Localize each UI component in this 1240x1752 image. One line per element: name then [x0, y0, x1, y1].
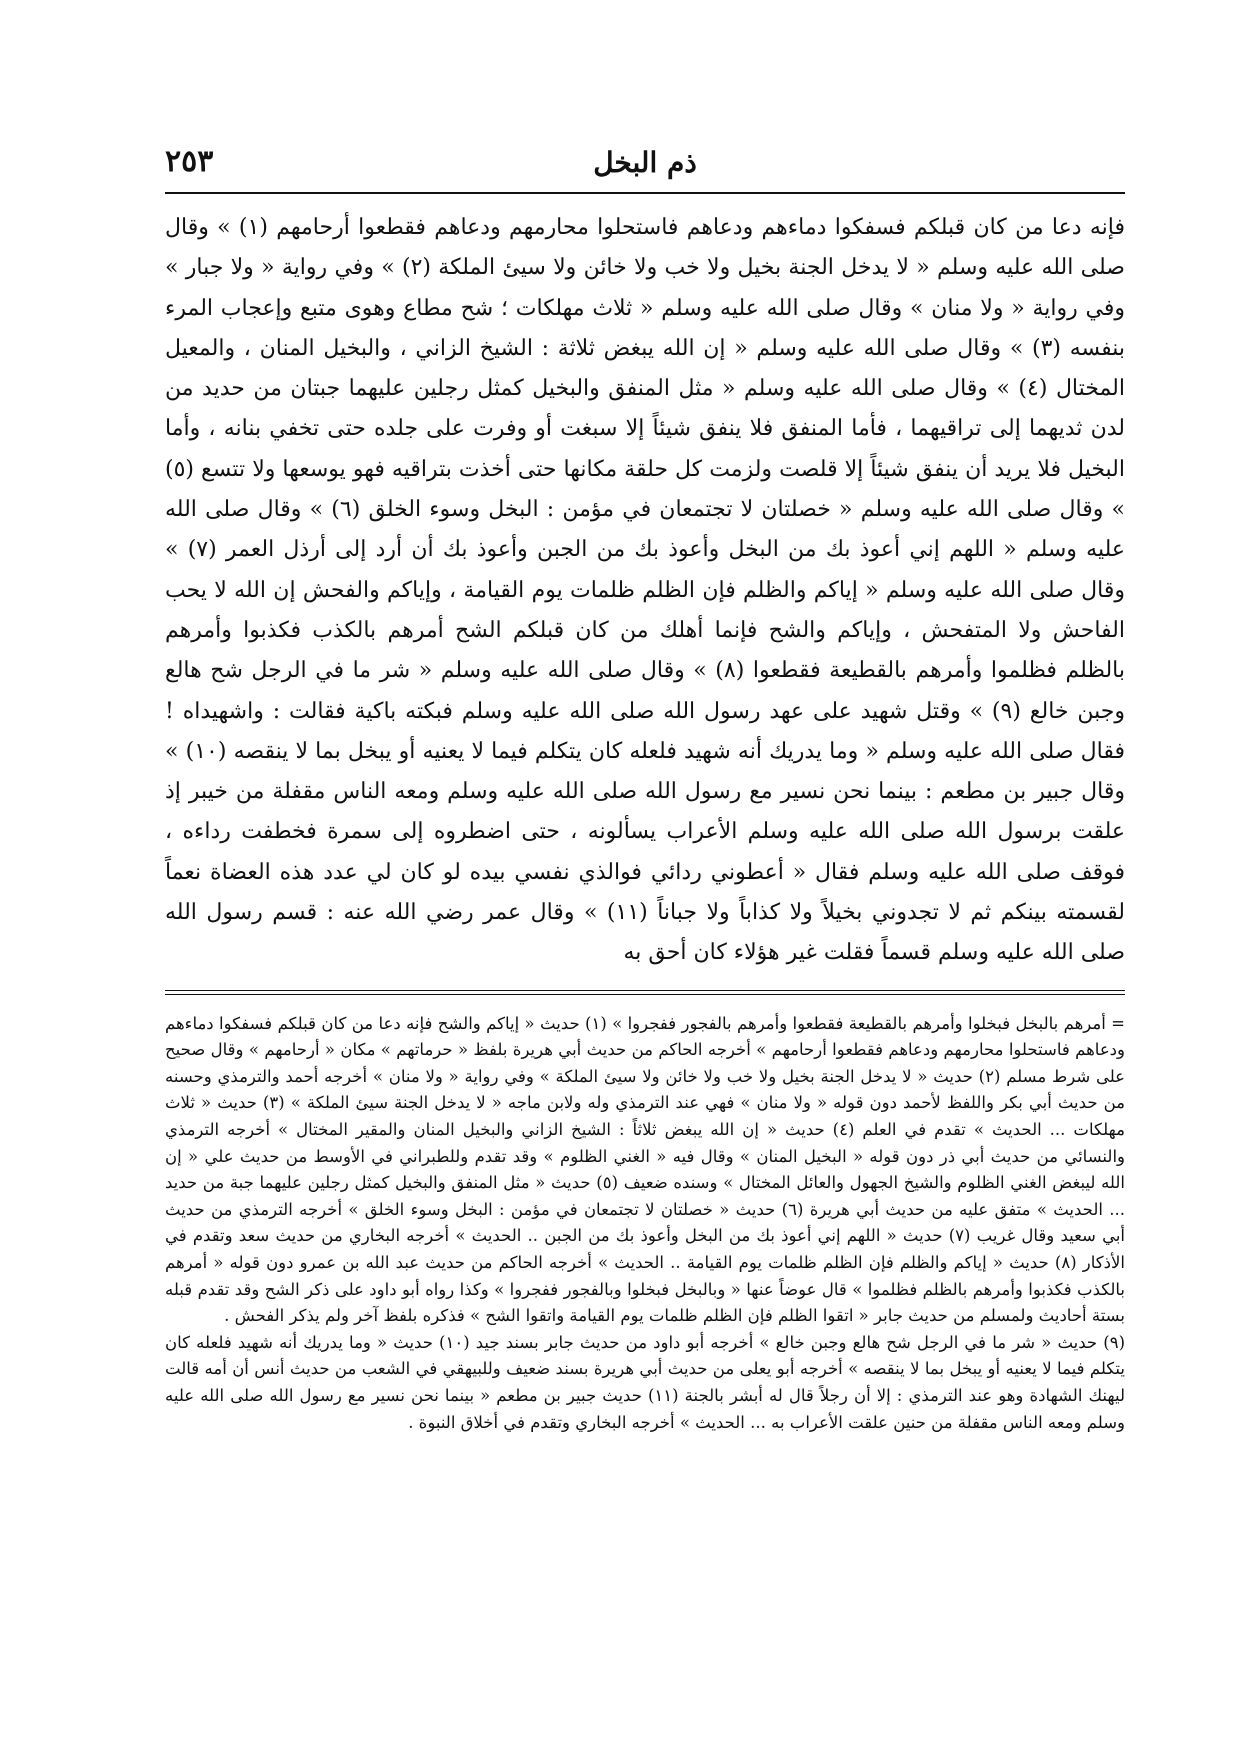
footnotes	[165, 1011, 1125, 1437]
page-header	[165, 140, 1125, 194]
footnote-separator	[165, 990, 1125, 995]
running-title: ذم البخل	[593, 146, 697, 179]
footnote-block: = أمرهم بالبخل فبخلوا وأمرهم بالقطيعة فقطعوا وأمرهم بالفجور ففجروا » (١) حديث « إياكم والشح فإنه دعا من كان قبلكم فسفكوا دماءهم ودعاهم فاستحلوا محارمهم ودعاهم فقطعوا أرحامهم » أخرجه الحاكم من حديث أبي هريرة بلفظ « حرماتهم » مكان « أرحامهم » وقال صحيح على شرط مسلم (٢) حديث « لا يدخل الجنة بخيل ولا خب ولا خائن ولا سيئ الملكة » وفي رواية « ولا منان » أخرجه أحمد والترمذي وحسنه من حديث أبي بكر واللفظ لأحمد دون قوله « ولا منان » فهي عند الترمذي وله ولابن ماجه « لا يدخل الجنة سيئ الملكة » (٣) حديث « ثلاث مهلكات ... الحديث » تقدم في العلم (٤) حديث « إن الله يبغض ثلاثاً : الشيخ الزاني والبخيل المنان والمقير المختال » أخرجه الترمذي والنسائي من حديث أبي ذر دون قوله « البخيل المنان » وقال فيه « الغني الظلوم » وقد تقدم وللطبراني في الأوسط من حديث علي « إن الله ليبغض الغني الظلوم والشيخ الجهول والعائل المختال » وسنده ضعيف (٥) حديث « مثل المنفق والبخيل كمثل رجلين عليهما جبة من حديد ... الحديث » متفق عليه من حديث أبي هريرة (٦) حديث « خصلتان لا تجتمعان في مؤمن : البخل وسوء الخلق » أخرجه الترمذي من حديث أبي سعيد وقال غريب (٧) حديث « اللهم إني أعوذ بك من البخل وأعوذ بك من الجبن .. الحديث » أخرجه البخاري من حديث سعد وتقدم في الأذكار (٨) حديث « إياكم والظلم فإن الظلم ظلمات يوم القيامة .. الحديث » أخرجه الحاكم من حديث عبد الله بن عمرو دون قوله « أمرهم بالكذب فكذبوا وأمرهم بالظلم فظلموا » قال عوضاً عنها « وبالبخل فبخلوا وبالفجور ففجروا » وكذا رواه أبو داود على ذكر الشح وقد تقدم قبله بستة أحاديث ولمسلم من حديث جابر « اتقوا الظلم فإن الظلم ظلمات يوم القيامة واتقوا الشح » فذكره بلفظ آخر ولم يذكر الفحش .	[165, 1013, 1126, 1326]
footnote-block: (٩) حديث « شر ما في الرجل شح هالع وجبن خالع » أخرجه أبو داود من حديث جابر بسند جيد (١٠) حديث « وما يدريك أنه شهيد فلعله كان يتكلم فيما لا يعنيه أو يبخل بما لا ينقصه » أخرجه أبو يعلى من حديث أبي هريرة بسند ضعيف وللبيهقي في الشعب من حديث أنس أن أمه قالت ليهنك الشهادة وهو عند الترمذي : إلا أن رجلاً قال له أبشر بالجنة (١١) حديث جبير بن مطعم « بينما نحن نسير مع رسول الله صلى الله عليه وسلم ومعه الناس مقفلة من حنين علقت الأعراب به ... الحديث » أخرجه البخاري وتقدم في أخلاق النبوة .	[165, 1332, 1125, 1432]
main-paragraph: فإنه دعا من كان قبلكم فسفكوا دماءهم ودعاهم فاستحلوا محارمهم ودعاهم فقطعوا أرحامهم (١) » وقال صلى الله عليه وسلم « لا يدخل الجنة بخيل ولا خب ولا خائن ولا سيئ الملكة (٢) » وفي رواية « ولا جبار » وفي رواية « ولا منان » وقال صلى الله عليه وسلم « ثلاث مهلكات ؛ شح مطاع وهوى متبع وإعجاب المرء بنفسه (٣) » وقال صلى الله عليه وسلم « إن الله يبغض ثلاثة : الشيخ الزاني ، والبخيل المنان ، والمعيل المختال (٤) » وقال صلى الله عليه وسلم « مثل المنفق والبخيل كمثل رجلين عليهما جبتان من حديد من لدن ثديهما إلى تراقيهما ، فأما المنفق فلا ينفق شيئاً إلا سبغت أو وفرت على جلده حتى تخفي بنانه ، وأما البخيل فلا يريد أن ينفق شيئاً إلا قلصت ولزمت كل حلقة مكانها حتى أخذت بتراقيه فهو يوسعها ولا تتسع (٥) » وقال صلى الله عليه وسلم « خصلتان لا تجتمعان في مؤمن : البخل وسوء الخلق (٦) » وقال صلى الله عليه وسلم « اللهم إني أعوذ بك من البخل وأعوذ بك من الجبن وأعوذ بك أن أرد إلى أرذل العمر (٧) » وقال صلى الله عليه وسلم « إياكم والظلم فإن الظلم ظلمات يوم القيامة ، وإياكم والفحش إن الله لا يحب الفاحش ولا المتفحش ، وإياكم والشح فإنما أهلك من كان قبلكم الشح أمرهم بالكذب فكذبوا وأمرهم بالظلم فظلموا وأمرهم بالقطيعة فقطعوا (٨) » وقال صلى الله عليه وسلم « شر ما في الرجل شح هالع وجبن خالع (٩) » وقتل شهيد على عهد رسول الله صلى الله عليه وسلم فبكته باكية فقالت : واشهيداه ! فقال صلى الله عليه وسلم « وما يدريك أنه شهيد فلعله كان يتكلم فيما لا يعنيه أو يبخل بما لا ينقصه (١٠) » وقال جبير بن مطعم : بينما نحن نسير مع رسول الله صلى الله عليه وسلم ومعه الناس مقفلة من خيبر إذ علقت برسول الله صلى الله عليه وسلم الأعراب يسألونه ، حتى اضطروه إلى سمرة فخطفت رداءه ، فوقف صلى الله عليه وسلم فقال « أعطوني ردائي فوالذي نفسي بيده لو كان لي عدد هذه العضاة نعماً لقسمته بينكم ثم لا تجدوني بخيلاً ولا كذاباً ولا جباناً (١١) » وقال عمر رضي الله عنه : قسم رسول الله صلى الله عليه وسلم قسماً فقلت غير هؤلاء كان أحق به	[165, 215, 1126, 966]
main-text	[165, 208, 1125, 974]
page-number: ٢٥٣	[165, 144, 214, 179]
book-page	[165, 140, 1125, 1436]
